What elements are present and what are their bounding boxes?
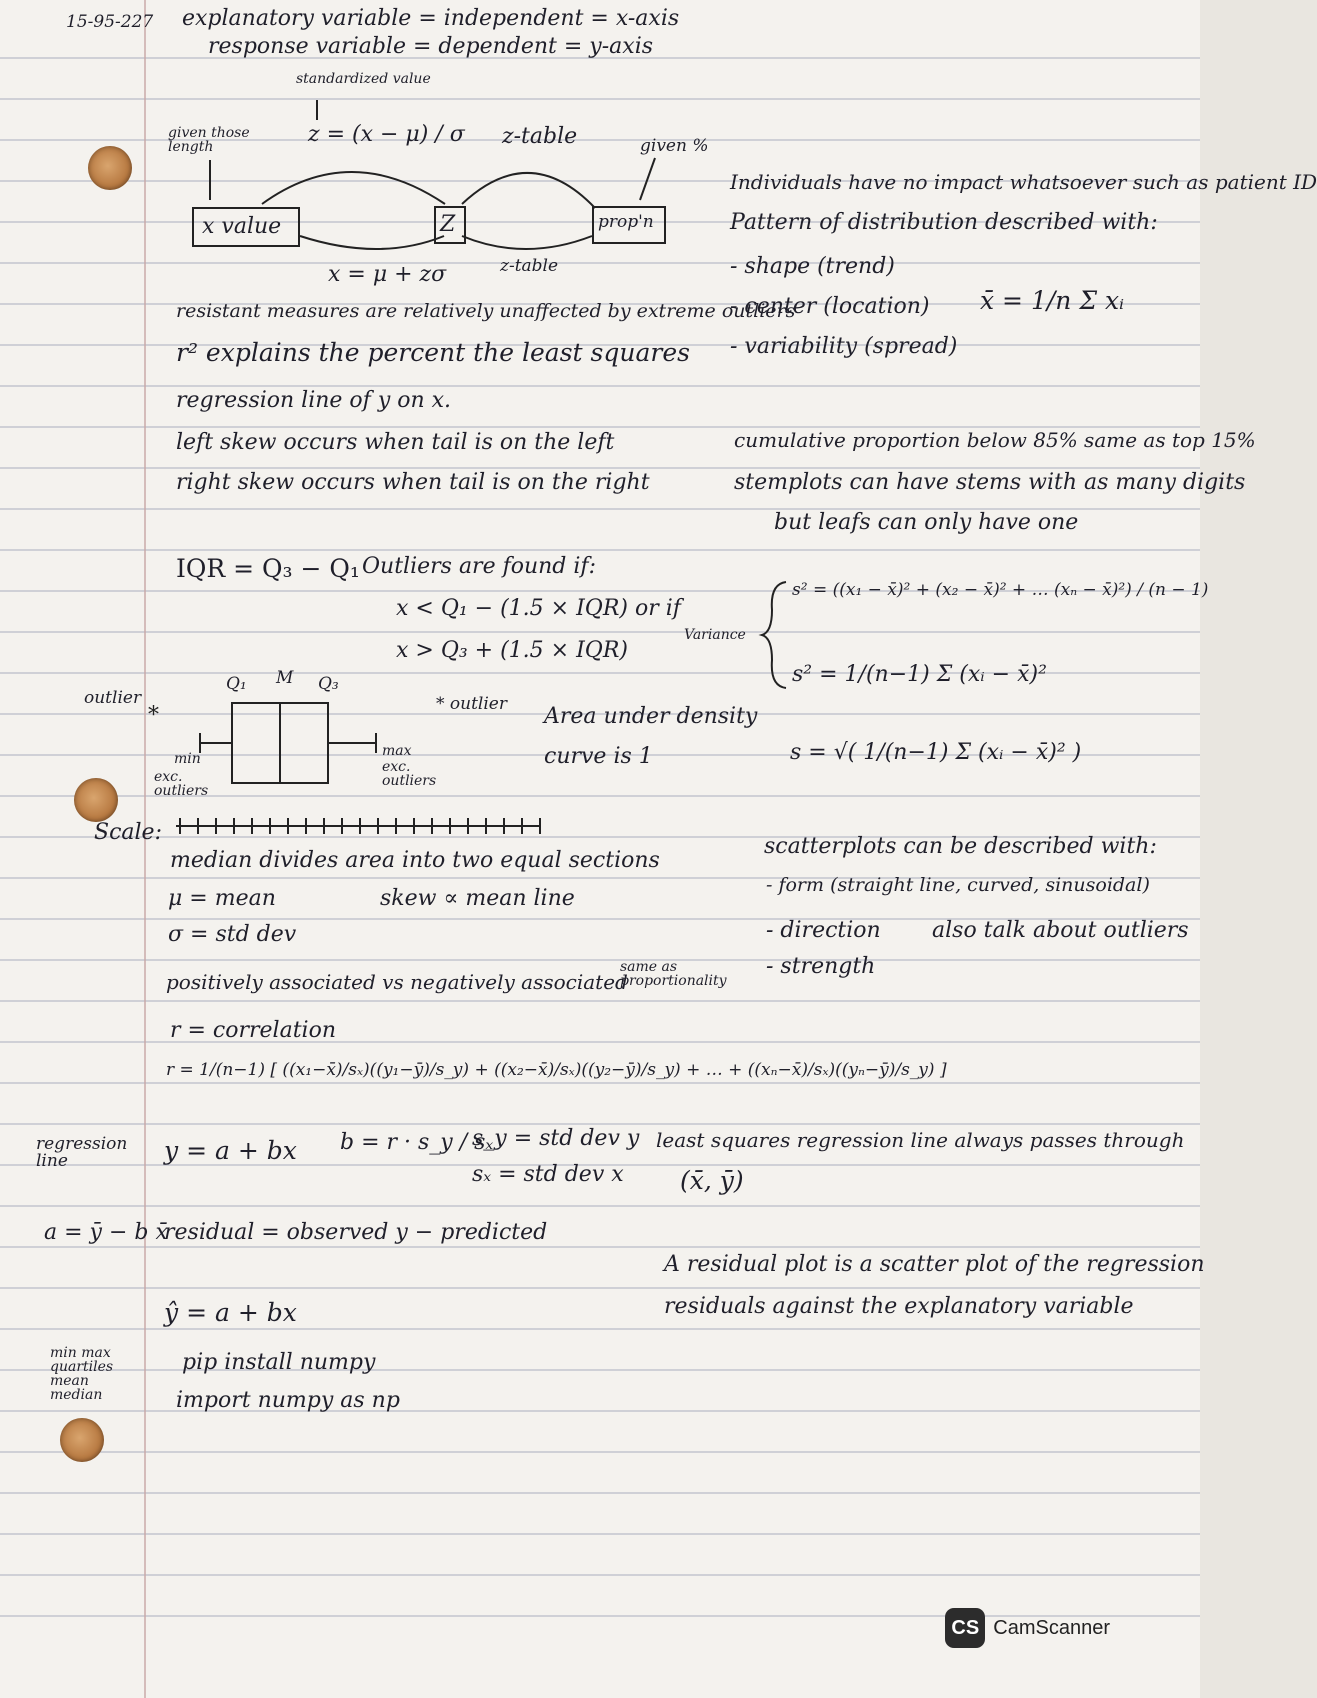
regression-equation: y = a + bx	[164, 1136, 297, 1165]
residual-plot-note-1: A residual plot is a scatter plot of the regression	[664, 1252, 1205, 1277]
regression-line-label: regression line	[36, 1134, 128, 1171]
exc-outliers-left: exc. outliers	[154, 769, 209, 799]
z-formula: z = (x − μ) / σ	[308, 122, 465, 147]
import-numpy-line: import numpy as np	[176, 1388, 400, 1413]
standardized-label: standardized value	[296, 71, 431, 87]
association-note: positively associated vs negatively associated	[166, 970, 628, 994]
left-skew-note: left skew occurs when tail is on the left	[176, 430, 615, 455]
residual-plot-note-2: residuals against the explanatory variable	[664, 1294, 1134, 1319]
scatterplot-title: scatterplots can be described with:	[764, 834, 1157, 859]
intercept-formula: a = ȳ − b x̄	[44, 1220, 168, 1245]
pattern-note: Pattern of distribution described with:	[730, 210, 1158, 235]
sigma-definition: σ = std dev	[168, 922, 297, 947]
camscanner-logo: CS	[945, 1608, 985, 1648]
stemplot-note1: stemplots can have stems with as many digits	[734, 470, 1246, 495]
x-value-label: x value	[202, 214, 282, 239]
r-squared-line2: regression line of y on x.	[176, 388, 452, 413]
mean-formula: x̄ = 1/n Σ xᵢ	[980, 286, 1125, 315]
min-label: min	[174, 751, 201, 767]
cumulative-note: cumulative proportion below 85% same as top 15%	[734, 428, 1256, 452]
z-label: Z	[440, 212, 456, 237]
sx-definition: sₓ = std dev x	[472, 1162, 624, 1187]
mu-definition: μ = mean	[168, 886, 276, 911]
variance-label: Variance	[684, 627, 746, 643]
outlier-condition-2: x > Q₃ + (1.5 × IQR)	[396, 638, 628, 663]
slope-formula: b = r · s_y / sₓ	[340, 1130, 494, 1155]
center-item: - center (location)	[730, 294, 930, 319]
lsq-point: (x̄, ȳ)	[680, 1166, 744, 1195]
numpy-margin-note: min max quartiles mean median	[50, 1345, 114, 1403]
r-formula: r = 1/(n−1) [ ((x₁−x̄)/sₓ)((y₁−ȳ)/s_y) + ((x₂−x̄)/sₓ)((y₂−ȳ)/s_y) + … + ((xₙ−x̄)/sₓ)((yₙ−ȳ)/s_y) ]	[166, 1060, 947, 1080]
right-skew-note: right skew occurs when tail is on the right	[176, 470, 650, 495]
density-note-2: curve is 1	[544, 744, 653, 769]
r-definition: r = correlation	[170, 1018, 336, 1043]
svg-text:*: *	[148, 703, 159, 728]
scatter-direction: - direction	[766, 918, 881, 943]
yhat-equation: ŷ = a + bx	[164, 1298, 297, 1327]
id-code: 15-95-227	[66, 12, 154, 32]
same-as-note: same as proportionality	[620, 959, 727, 989]
x-formula: x = μ + zσ	[328, 262, 447, 287]
scale-label: Scale:	[94, 820, 162, 845]
shape-item: - shape (trend)	[730, 254, 895, 279]
given-length-label: given those length	[168, 125, 250, 155]
individuals-note: Individuals have no impact whatsoever such as patient ID	[730, 170, 1317, 194]
stemplot-note2: but leafs can only have one	[774, 510, 1079, 535]
density-note: Area under density	[544, 704, 758, 729]
outlier-left-label: outlier	[84, 688, 142, 708]
response-line: response variable = dependent = y-axis	[208, 34, 654, 59]
explanatory-line: explanatory variable = independent = x-axis	[182, 6, 680, 31]
ztable-bottom-label: z-table	[500, 256, 559, 276]
proportion-label: prop'n	[598, 212, 654, 232]
exc-outliers-right: exc. outliers	[382, 759, 437, 789]
variance-formula-1: s² = ((x₁ − x̄)² + (x₂ − x̄)² + … (xₙ − x̄)²) / (n − 1)	[792, 580, 1209, 600]
residual-definition: residual = observed y − predicted	[164, 1220, 548, 1245]
std-dev-formula: s = √( 1/(n−1) Σ (xᵢ − x̄)² )	[790, 740, 1082, 765]
variability-item: - variability (spread)	[730, 334, 958, 359]
scatter-strength: - strength	[766, 954, 876, 979]
given-percent-label: given %	[640, 136, 709, 156]
variance-formula-2: s² = 1/(n−1) Σ (xᵢ − x̄)²	[792, 662, 1047, 687]
median-note: median divides area into two equal sections	[170, 848, 660, 873]
skew-note: skew ∝ mean line	[380, 886, 575, 911]
lsq-note-1: least squares regression line always passes through	[656, 1128, 1185, 1152]
scatter-form: - form (straight line, curved, sinusoidal)	[766, 874, 1150, 896]
iqr-formula: IQR = Q₃ − Q₁	[176, 554, 360, 583]
sy-definition: s_y = std dev y	[472, 1126, 640, 1151]
q3-label: Q₃	[318, 674, 339, 694]
r-squared-line1: r² explains the percent the least squares	[176, 338, 690, 367]
box-plot	[0, 0, 1200, 860]
max-label: max	[382, 743, 412, 759]
outliers-heading: Outliers are found if:	[362, 554, 596, 579]
median-m-label: M	[276, 668, 294, 688]
camscanner-name: CamScanner	[993, 1616, 1110, 1639]
outlier-right-label: * outlier	[436, 694, 507, 714]
binder-hole	[60, 1418, 104, 1462]
camscanner-watermark	[945, 1608, 1110, 1648]
pip-install-line: pip install numpy	[182, 1350, 376, 1375]
ztable-top-label: z-table	[502, 124, 578, 149]
resistant-note: resistant measures are relatively unaffected by extreme outliers	[176, 300, 796, 322]
outlier-condition-1: x < Q₁ − (1.5 × IQR) or if	[396, 596, 681, 621]
q1-label: Q₁	[226, 674, 247, 694]
scatter-also: also talk about outliers	[932, 918, 1189, 943]
